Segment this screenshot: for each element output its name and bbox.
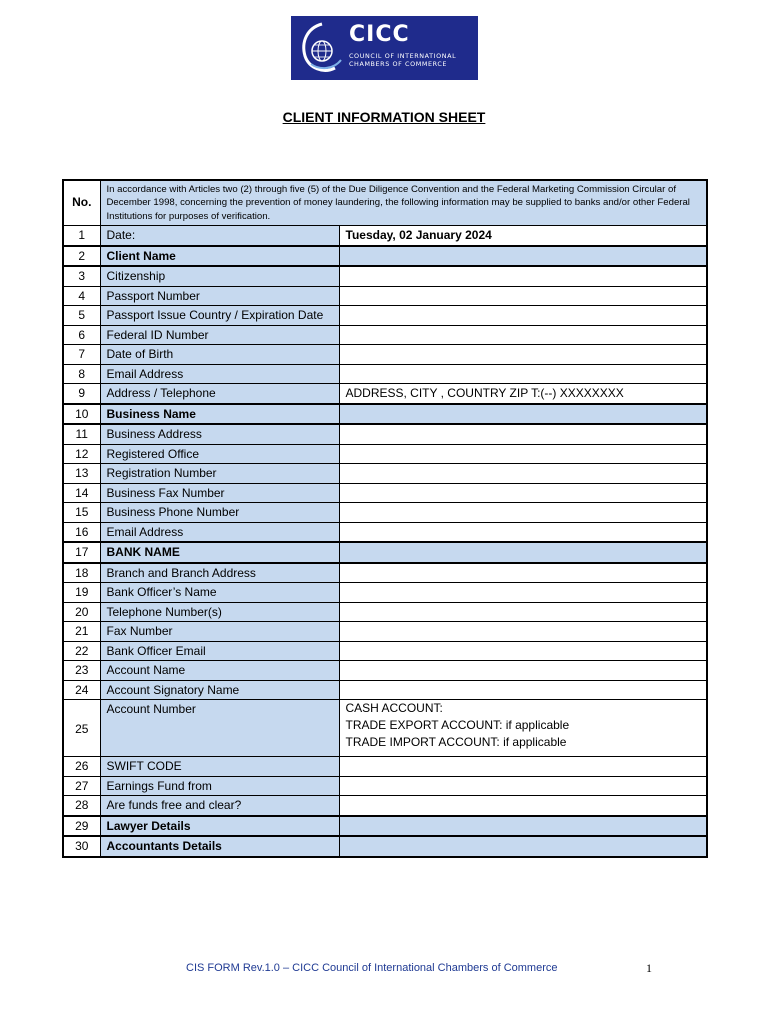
row-number: 20 [63,602,100,622]
row-value [339,622,707,642]
row-label: Bank Officer’s Name [100,583,339,603]
row-label: Email Address [100,364,339,384]
table-header-row [63,180,707,226]
row-label: Business Fax Number [100,483,339,503]
row-label: Passport Number [100,286,339,306]
row-value [339,796,707,816]
table-row [63,384,707,404]
table-row [63,563,707,583]
row-number: 27 [63,776,100,796]
row-number: 9 [63,384,100,404]
logo-subtitle-line1: COUNCIL OF INTERNATIONAL [349,52,457,60]
table-row [63,444,707,464]
row-value [339,661,707,681]
table-row [63,286,707,306]
row-value [339,483,707,503]
row-label: Account Signatory Name [100,680,339,700]
row-label: Earnings Fund from [100,776,339,796]
page-number: 1 [646,961,652,975]
row-number: 21 [63,622,100,642]
row-label: SWIFT CODE [100,757,339,777]
row-number: 1 [63,226,100,246]
row-label: Federal ID Number [100,325,339,345]
row-number: 16 [63,522,100,542]
row-number: 22 [63,641,100,661]
footer-text: CIS FORM Rev.1.0 – CICC Council of International Chambers of Commerce [186,962,558,974]
row-label: Lawyer Details [100,816,339,837]
row-number: 29 [63,816,100,837]
row-number: 5 [63,306,100,326]
row-label: Account Number [100,700,339,757]
table-row [63,266,707,286]
row-value [339,602,707,622]
logo-subtitle-line2: CHAMBERS OF COMMERCE [349,60,448,68]
row-number: 3 [63,266,100,286]
table-row [63,325,707,345]
table-body [63,226,707,857]
table-row [63,542,707,563]
row-value [339,464,707,484]
row-label: Date: [100,226,339,246]
table-row [63,622,707,642]
row-number: 12 [63,444,100,464]
row-number: 13 [63,464,100,484]
row-label: Business Phone Number [100,503,339,523]
row-value [339,364,707,384]
row-label: Email Address [100,522,339,542]
row-number: 18 [63,563,100,583]
document-title: CLIENT INFORMATION SHEET [282,109,486,125]
table-row [63,246,707,267]
row-label: Registered Office [100,444,339,464]
value-line: TRADE EXPORT ACCOUNT: if applicable [345,718,570,732]
row-label: Registration Number [100,464,339,484]
table-row [63,641,707,661]
row-label: Fax Number [100,622,339,642]
row-value [339,444,707,464]
row-label: Passport Issue Country / Expiration Date [100,306,339,326]
row-value [339,836,707,857]
row-number: 26 [63,757,100,777]
row-value [339,757,707,777]
table-row [63,483,707,503]
row-value [339,680,707,700]
table-row [63,757,707,777]
row-number: 11 [63,424,100,444]
row-number: 24 [63,680,100,700]
row-number: 28 [63,796,100,816]
row-value [339,345,707,365]
row-label: Business Name [100,404,339,425]
value-line: TRADE IMPORT ACCOUNT: if applicable [345,735,567,749]
row-number: 10 [63,404,100,425]
table-row [63,583,707,603]
row-number: 25 [63,700,100,757]
row-value [339,563,707,583]
header-disclaimer: In accordance with Articles two (2) through five (5) of the Due Diligence Convention and the Federal Marketing Commission Circular of December 1998, concerning the prevention of money laundering, the following information may be supplied to banks and/or other Federal Institutions for purposes of verification. [100,180,707,226]
row-number: 17 [63,542,100,563]
table-row [63,796,707,816]
row-label: Accountants Details [100,836,339,857]
value-line: CASH ACCOUNT: [345,701,443,715]
row-label: Account Name [100,661,339,681]
header-number: No. [63,180,100,226]
table-row [63,503,707,523]
row-number: 4 [63,286,100,306]
row-number: 14 [63,483,100,503]
row-label: Branch and Branch Address [100,563,339,583]
row-number: 15 [63,503,100,523]
table-row [63,836,707,857]
row-value [339,266,707,286]
row-value [339,583,707,603]
client-information-table [62,179,708,858]
row-number: 19 [63,583,100,603]
table-row [63,522,707,542]
table-row [63,776,707,796]
table-row [63,424,707,444]
table-row [63,816,707,837]
row-label: Bank Officer Email [100,641,339,661]
row-number: 30 [63,836,100,857]
table-row [63,661,707,681]
row-label: Citizenship [100,266,339,286]
row-number: 6 [63,325,100,345]
row-label: Business Address [100,424,339,444]
table-row [63,364,707,384]
row-value [339,325,707,345]
row-value [339,542,707,563]
row-value [339,641,707,661]
row-number: 7 [63,345,100,365]
row-value [339,700,707,757]
row-label: Client Name [100,246,339,267]
row-label: Address / Telephone [100,384,339,404]
row-value [339,424,707,444]
row-label: Are funds free and clear? [100,796,339,816]
row-value [339,776,707,796]
row-label: Telephone Number(s) [100,602,339,622]
table-row [63,345,707,365]
row-value [339,246,707,267]
row-value: Tuesday, 02 January 2024 [339,226,707,246]
table-row [63,464,707,484]
row-value: ADDRESS, CITY , COUNTRY ZIP T:(--) XXXXXXXX [339,384,707,404]
row-number: 23 [63,661,100,681]
row-number: 8 [63,364,100,384]
row-value [339,404,707,425]
row-value [339,503,707,523]
logo-subtitle [349,52,456,68]
table-row [63,680,707,700]
row-label: BANK NAME [100,542,339,563]
row-value [339,522,707,542]
table-row [63,700,707,757]
logo-name: CICC [349,22,410,47]
row-label: Date of Birth [100,345,339,365]
table-row [63,602,707,622]
row-value [339,816,707,837]
globe-icon [297,20,347,76]
table-row [63,404,707,425]
row-value [339,306,707,326]
row-number: 2 [63,246,100,267]
table-row [63,226,707,246]
table-row [63,306,707,326]
row-value [339,286,707,306]
cicc-logo [291,16,478,80]
